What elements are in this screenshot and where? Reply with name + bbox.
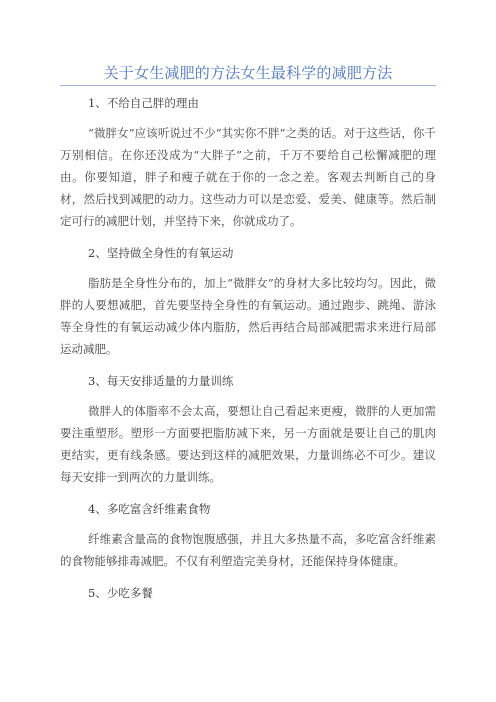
document-body	[60, 92, 436, 604]
section-paragraph: 微胖人的体脂率不会太高，要想让自己看起来更瘦，微胖的人更加需要注重塑形。塑形一方面要把脂肪减下来，另一方面就是要让自己的肌肉更结实，更有线条感。要达到这样的减肥效果，力量训练必不可少。建议每天安排一到两次的力量训练。	[60, 404, 436, 484]
section-heading: 1、不给自己胖的理由	[88, 96, 199, 110]
section-heading: 5、少吃多餐	[88, 586, 153, 600]
section-paragraph: “微胖女”应该听说过不少“其实你不胖”之类的话。对于这些话，你千万别相信。在你还没成为“大胖子”之前，千万不要给自己松懈减肥的理由。你要知道，胖子和瘦子就在于你的一念之差。客观去判断自己的身材，然后找到减肥的动力。这些动力可以是恋爱、爱美、健康等。然后制定可行的减肥计划，并坚持下来，你就成功了。	[60, 126, 436, 228]
title-underline	[60, 85, 436, 86]
section-3	[60, 370, 436, 488]
document-title: 关于女生减肥的方法女生最科学的减肥方法	[103, 64, 393, 82]
section-5	[60, 582, 436, 604]
section-4	[60, 498, 436, 572]
section-1	[60, 92, 436, 232]
section-paragraph: 纤维素含量高的食物饱腹感强，并且大多热量不高，多吃富含纤维素的食物能够排毒减肥。不仅有利塑造完美身材，还能保持身体健康。	[60, 532, 436, 568]
section-heading: 2、坚持做全身性的有氧运动	[88, 246, 234, 260]
section-paragraph: 脂肪是全身性分布的，加上“微胖女”的身材大多比较均匀。因此，微胖的人要想减肥，首先要坚持全身性的有氧运动。通过跑步、跳绳、游泳等全身性的有氧运动减少体内脂肪，然后再结合局部减肥需求来进行局部运动减肥。	[60, 276, 436, 356]
section-heading: 3、每天安排适量的力量训练	[88, 374, 234, 388]
section-heading: 4、多吃富含纤维素食物	[88, 502, 211, 516]
section-2	[60, 242, 436, 360]
